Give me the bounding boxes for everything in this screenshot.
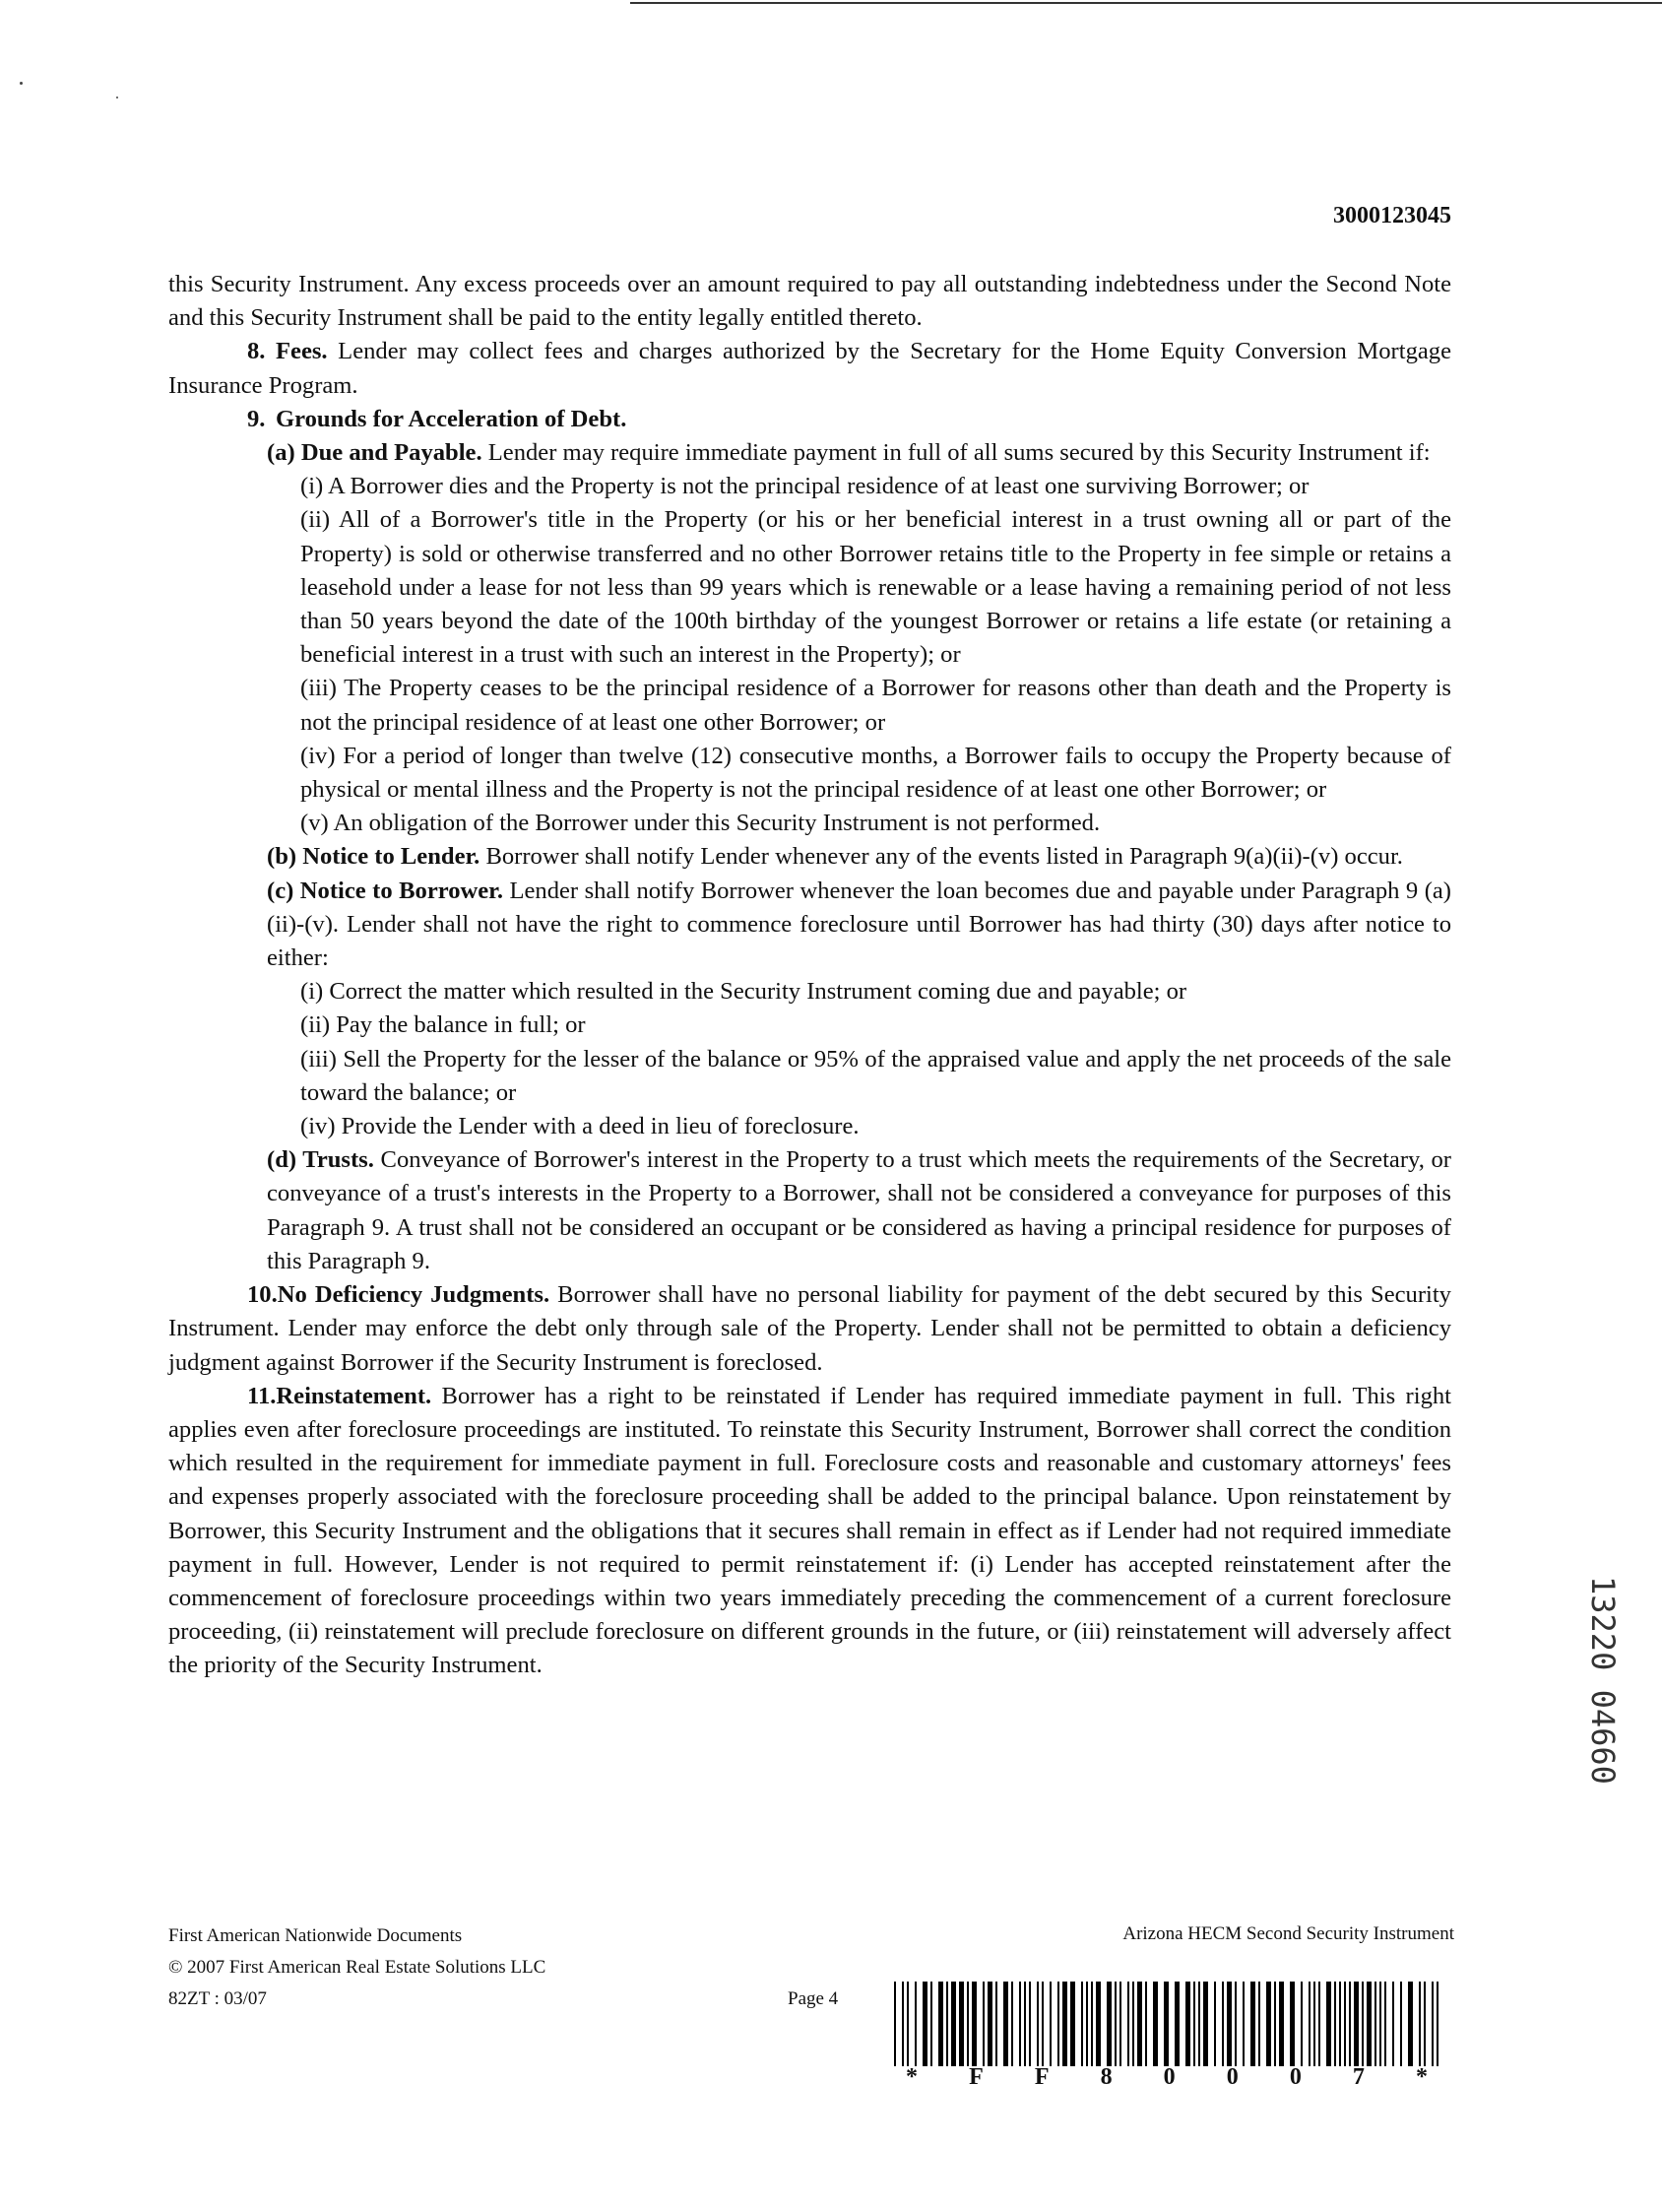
barcode-bar	[1326, 1982, 1331, 2066]
barcode-bar	[902, 1982, 904, 2066]
barcode-char: 0	[1289, 2064, 1302, 2090]
barcode-bar	[1081, 1982, 1083, 2066]
barcode-bar	[946, 1982, 948, 2066]
barcode-bar	[1011, 1982, 1013, 2066]
barcode-bar	[1153, 1982, 1158, 2066]
barcode-bar	[1437, 1982, 1438, 2066]
top-scan-line	[630, 2, 1662, 4]
barcode-char: 0	[1226, 2064, 1239, 2090]
barcode-bar	[951, 1982, 956, 2066]
paragraph-text: Borrower shall have no personal liability for payment of the debt secured by this Security Instrument. Lender may enforce the debt only through sale of the Property. Lender shall not be permitted to obtain a deficiency judgment against Borrower if the Security Instrument is foreclosed.	[168, 1281, 1451, 1376]
barcode-bar	[1037, 1982, 1039, 2066]
barcode-bar	[1266, 1982, 1271, 2066]
barcode-bar	[1384, 1982, 1386, 2066]
scan-speck	[20, 82, 23, 85]
barcode-bar	[988, 1982, 992, 2066]
barcode-bar	[1175, 1982, 1180, 2066]
paragraph-7-continuation: this Security Instrument. Any excess proceeds over an amount required to pay all outstanding indebtedness under the Second Note and this Security Instrument shall be paid to the entity legally entitled thereto.	[168, 271, 1451, 332]
barcode-bar	[1408, 1982, 1413, 2066]
barcode-bar	[1258, 1982, 1260, 2066]
barcode-bar	[1137, 1982, 1142, 2066]
footer-publisher: First American Nationwide Documents	[168, 1925, 463, 1946]
barcode-bar	[1115, 1982, 1117, 2066]
barcode-bar	[959, 1982, 964, 2066]
paragraph-text: Borrower has a right to be reinstated if Lender has required immediate payment in full. This right applies even after foreclosure proceedings are instituted. To reinstate this Security Instrument, Borrower shall correct the condition which resulted in the requirement for immediate payment in full. Foreclosure costs and reasonable and customary attorneys' fees and expenses properly associated with the foreclosure proceeding shall be added to the principal balance. Upon reinstatement by Borrower, this Security Instrument and the obligations that it secures shall remain in effect as if Lender had not required immediate payment in full. However, Lender is not required to permit reinstatement if: (i) Lender has accepted reinstatement after the commencement of foreclosure proceedings within two years immediately preceding the commencement of a current foreclosure proceeding, (ii) reinstatement will preclude foreclosure on different grounds in the future, or (iii) reinstatement will adversely affect the priority of the Security Instrument.	[168, 1382, 1451, 1679]
barcode-bar	[1274, 1982, 1276, 2066]
barcode-text	[906, 2064, 1428, 2091]
subparagraph-text: Borrower shall notify Lender whenever any of the events listed in Paragraph 9(a)(ii)-(v) occur.	[479, 843, 1403, 871]
paragraph-title: Grounds for Acceleration of Debt.	[276, 405, 627, 432]
paragraph-number: 10.	[247, 1281, 278, 1309]
barcode-bar	[907, 1982, 909, 2066]
paragraph-11	[168, 1380, 1451, 1683]
barcode-bar	[1050, 1982, 1052, 2066]
barcode-bar	[1339, 1982, 1341, 2066]
barcode-bar	[972, 1982, 977, 2066]
barcode-bar	[1432, 1982, 1434, 2066]
barcode-bar	[930, 1982, 932, 2066]
barcode-bar	[1019, 1982, 1021, 2066]
list-item: (i) Correct the matter which resulted in the Security Instrument coming due and payable; or	[300, 978, 1187, 1006]
barcode-char: *	[906, 2064, 918, 2090]
barcode-bar	[983, 1982, 985, 2066]
barcode-bar	[1107, 1982, 1112, 2066]
paragraph-8	[168, 335, 1451, 402]
barcode-char: 0	[1163, 2064, 1176, 2090]
list-item: (iii) The Property ceases to be the principal residence of a Borrower for reasons other than death and the Property is not the principal residence of at least one other Borrower; or	[300, 675, 1451, 736]
paragraph-9d	[267, 1143, 1451, 1278]
paragraph-9a	[267, 436, 1451, 470]
paragraph-9b	[267, 840, 1451, 874]
subparagraph-text: Lender shall notify Borrower whenever the loan becomes due and payable under Paragraph 9 (a)(ii)-(v). Lender shall not have the right to commence foreclosure until Borrower has had thirty (30) days after notice to either:	[267, 877, 1451, 972]
barcode-bar	[1243, 1982, 1245, 2066]
footer-page-number: Page 4	[788, 1988, 839, 2009]
barcode-bar	[915, 1982, 917, 2066]
paragraph-number: 8.	[247, 338, 266, 365]
barcode-bar	[1214, 1982, 1216, 2066]
barcode-bar	[1309, 1982, 1310, 2066]
barcode-bar	[938, 1982, 943, 2066]
subparagraph-title: (c) Notice to Borrower.	[267, 877, 503, 904]
barcode-bar	[1086, 1982, 1088, 2066]
barcode-bar	[1193, 1982, 1195, 2066]
barcode-bar	[1424, 1982, 1426, 2066]
paragraph-9	[168, 403, 1451, 436]
barcode-bar	[967, 1982, 969, 2066]
document-body	[168, 268, 1451, 1683]
barcode-bar	[1132, 1982, 1134, 2066]
barcode-bar	[1024, 1982, 1026, 2066]
barcode-bar	[1057, 1982, 1059, 2066]
barcode-bar	[1198, 1982, 1200, 2066]
barcode-bar	[1367, 1982, 1372, 2066]
barcode-bar	[1250, 1982, 1255, 2066]
list-item: (iv) Provide the Lender with a deed in lieu of foreclosure.	[300, 1113, 860, 1140]
barcode-bar	[1227, 1982, 1232, 2066]
subparagraph-text: Conveyance of Borrower's interest in the Property to a trust which meets the requirements of the Secretary, or conveyance of a trust's interests in the Property to a Borrower, shall not be considered a conveyance for purposes of this Paragraph 9. A trust shall not be considered an occupant or be considered as having a principal residence for purposes of this Paragraph 9.	[267, 1146, 1451, 1274]
barcode-char: 8	[1100, 2064, 1113, 2090]
barcode-bar	[1334, 1982, 1336, 2066]
barcode-bar	[1185, 1982, 1190, 2066]
paragraph-10	[168, 1278, 1451, 1380]
side-stamp-text: 13220 04660	[1584, 1576, 1622, 1785]
barcode-bar	[1029, 1982, 1031, 2066]
side-stamp	[1583, 1576, 1622, 1785]
footer-form-code: 82ZT : 03/07	[168, 1988, 267, 2009]
subparagraph-title: (d) Trusts.	[267, 1146, 374, 1174]
subparagraph-text: Lender may require immediate payment in full of all sums secured by this Security Instrument if:	[481, 439, 1431, 467]
barcode-bar	[1127, 1982, 1129, 2066]
list-item: (ii) Pay the balance in full; or	[300, 1011, 586, 1039]
barcode-bar	[1003, 1982, 1008, 2066]
paragraph-number: 9.	[247, 405, 266, 432]
paragraph-number: 11.	[247, 1382, 277, 1409]
list-item: (i) A Borrower dies and the Property is not the principal residence of at least one surviving Borrower; or	[300, 473, 1310, 500]
barcode-bar	[1235, 1982, 1237, 2066]
barcode-bar	[1313, 1982, 1315, 2066]
barcode-bar	[1419, 1982, 1421, 2066]
barcode-bar	[1164, 1982, 1169, 2066]
barcode-bar	[1042, 1982, 1044, 2066]
barcode	[892, 1982, 1443, 2066]
barcode-bar	[1301, 1982, 1303, 2066]
barcode-bar	[1362, 1982, 1364, 2066]
barcode-bar	[1279, 1982, 1284, 2066]
subparagraph-title: (b) Notice to Lender.	[267, 843, 480, 871]
footer-left	[168, 1920, 545, 2015]
scan-speck	[116, 97, 118, 98]
barcode-char: 7	[1352, 2064, 1365, 2090]
barcode-bar	[1091, 1982, 1093, 2066]
barcode-bar	[995, 1982, 997, 2066]
barcode-bar	[1349, 1982, 1351, 2066]
document-number: 3000123045	[1333, 203, 1451, 228]
paragraph-title: No Deficiency Judgments.	[277, 1281, 550, 1309]
barcode-bar	[1222, 1982, 1224, 2066]
footer-copyright: © 2007 First American Real Estate Solutions LLC	[168, 1957, 546, 1978]
barcode-bar	[1400, 1982, 1402, 2066]
barcode-bar	[1062, 1982, 1067, 2066]
subparagraph-title: (a) Due and Payable.	[267, 439, 482, 467]
barcode-bar	[1203, 1982, 1208, 2066]
barcode-bar	[1070, 1982, 1075, 2066]
paragraph-title: Fees.	[276, 338, 328, 365]
barcode-bar	[1318, 1982, 1320, 2066]
barcode-char: F	[1034, 2064, 1050, 2090]
list-item: (iv) For a period of longer than twelve (12) consecutive months, a Borrower fails to occupy the Property because of physical or mental illness and the Property is not the principal residence of at least one other Borrower; or	[300, 742, 1451, 804]
barcode-bar	[1379, 1982, 1381, 2066]
list-item: (ii) All of a Borrower's title in the Property (or his or her beneficial interest in a trust owning all or part of the Property) is sold or otherwise transferred and no other Borrower retains title to the Property in fee simple or retains a leasehold under a lease for not less than 99 years which is renewable or a lease having a remaining period of not less than 50 years beyond the date of the 100th birthday of the youngest Borrower or retains a life estate (or retaining a beneficial interest in a trust with such an interest in the Property); or	[300, 506, 1451, 669]
barcode-char: F	[969, 2064, 984, 2090]
barcode-bar	[1145, 1982, 1147, 2066]
barcode-bar	[1119, 1982, 1121, 2066]
barcode-bar	[1374, 1982, 1376, 2066]
barcode-bar	[923, 1982, 927, 2066]
paragraph-9c	[267, 875, 1451, 976]
list-item: (iii) Sell the Property for the lesser of the balance or 95% of the appraised value and apply the net proceeds of the sale toward the balance; or	[300, 1045, 1451, 1106]
barcode-bar	[894, 1982, 896, 2066]
paragraph-title: Reinstatement.	[276, 1382, 432, 1409]
list-item: (v) An obligation of the Borrower under this Security Instrument is not performed.	[300, 810, 1101, 837]
barcode-bar	[1290, 1982, 1295, 2066]
footer-form-title: Arizona HECM Second Security Instrument	[1122, 1923, 1454, 1944]
barcode-bar	[1096, 1982, 1101, 2066]
barcode-bar	[1392, 1982, 1394, 2066]
barcode-bar	[1354, 1982, 1359, 2066]
barcode-bar	[1344, 1982, 1346, 2066]
paragraph-text: Lender may collect fees and charges authorized by the Secretary for the Home Equity Conversion Mortgage Insurance Program.	[168, 338, 1451, 399]
barcode-char: *	[1415, 2064, 1428, 2090]
